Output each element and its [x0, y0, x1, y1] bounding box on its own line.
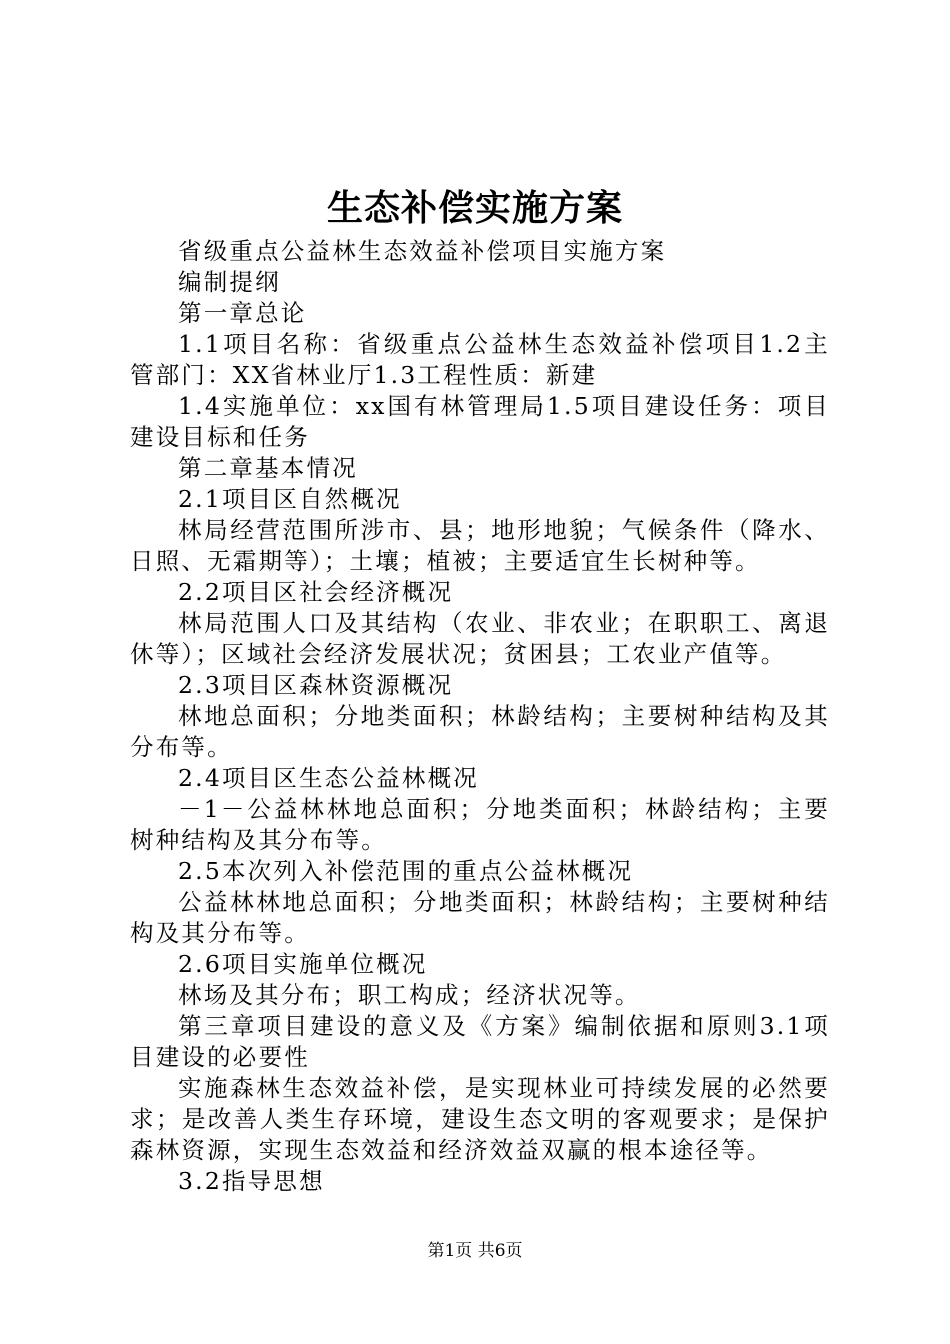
- paragraph: 编制提纲: [178, 268, 281, 296]
- paragraph: 公益林林地总面积；分地类面积；林龄结构；主要树种结构及其分布等。: [130, 888, 830, 947]
- paragraph: 林局范围人口及其结构（农业、非农业；在职职工、离退休等）；区域社会经济发展状况；贫困县；工农业产值等。: [130, 609, 830, 668]
- paragraph: 林场及其分布；职工构成；经济状况等。: [178, 981, 641, 1009]
- section-heading: 2.1项目区自然概况: [178, 485, 402, 513]
- chapter-heading: 第三章项目建设的意义及《方案》编制依据和原则3.1项目建设的必要性: [130, 1012, 830, 1071]
- paragraph: 1.4实施单位：xx国有林管理局1.5项目建设任务：项目建设目标和任务: [130, 392, 830, 451]
- page-footer: 第1页 共6页: [427, 1241, 523, 1261]
- paragraph: 省级重点公益林生态效益补偿项目实施方案: [178, 237, 667, 265]
- section-heading: 2.2项目区社会经济概况: [178, 578, 454, 606]
- section-heading: 2.4项目区生态公益林概况: [178, 764, 479, 792]
- paragraph: 林地总面积；分地类面积；林龄结构；主要树种结构及其分布等。: [130, 702, 830, 761]
- section-heading: 2.3项目区森林资源概况: [178, 671, 454, 699]
- paragraph: 1.1项目名称：省级重点公益林生态效益补偿项目1.2主管部门：XX省林业厅1.3工程性质：新建: [130, 330, 830, 389]
- chapter-heading: 第二章基本情况: [178, 454, 358, 482]
- section-heading: 2.6项目实施单位概况: [178, 950, 428, 978]
- section-heading: 2.5本次列入补偿范围的重点公益林概况: [178, 857, 634, 885]
- document-title: 生态补偿实施方案: [326, 187, 623, 229]
- document-body: [130, 236, 830, 1197]
- chapter-heading: 第一章总论: [178, 299, 307, 327]
- paragraph: 林局经营范围所涉市、县；地形地貌；气候条件（降水、日照、无霜期等）；土壤；植被；主要适宜生长树种等。: [130, 516, 830, 575]
- paragraph: －1－公益林林地总面积；分地类面积；林龄结构；主要树种结构及其分布等。: [130, 795, 830, 854]
- paragraph: 实施森林生态效益补偿，是实现林业可持续发展的必然要求；是改善人类生存环境，建设生态文明的客观要求；是保护森林资源，实现生态效益和经济效益双赢的根本途径等。: [130, 1074, 830, 1164]
- section-heading: 3.2指导思想: [178, 1167, 325, 1195]
